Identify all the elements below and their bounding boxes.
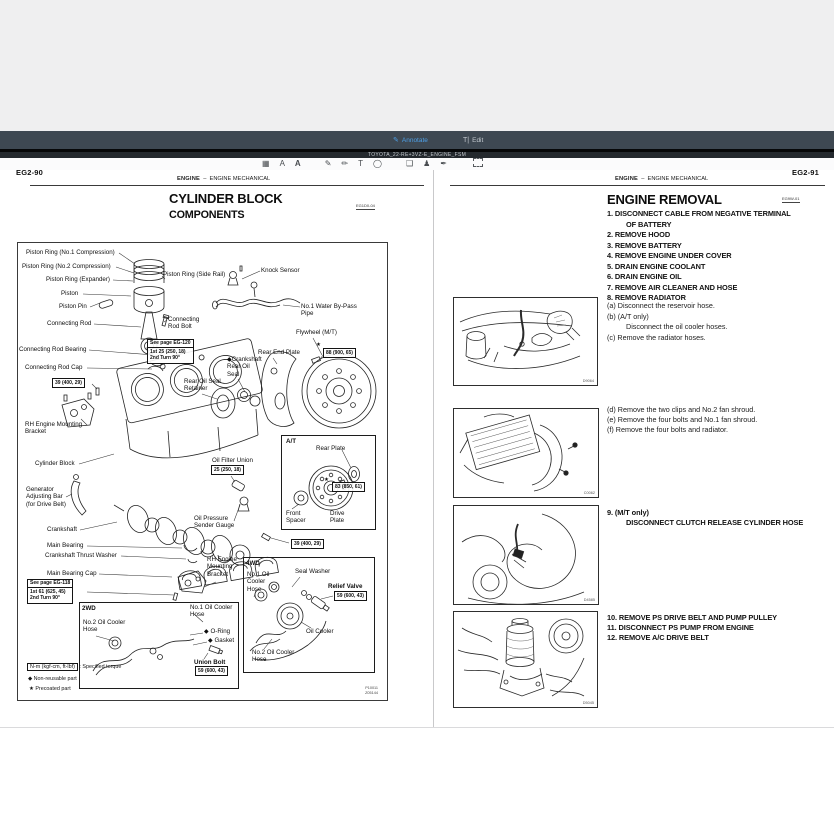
step-8d: (d) Remove the two clips and No.2 fan shroud. bbox=[607, 405, 756, 414]
step-8f: (f) Remove the four bolts and radiator. bbox=[607, 425, 729, 434]
step-8: 8. REMOVE RADIATOR bbox=[607, 293, 686, 302]
label-rear-plate: Rear Plate bbox=[316, 445, 346, 452]
label-front-spacer: Front Spacer bbox=[286, 510, 306, 525]
step-11: 11. DISCONNECT PS PUMP FROM ENGINE bbox=[607, 623, 754, 632]
page-bottom-edge bbox=[0, 727, 834, 728]
left-header-rule bbox=[30, 185, 424, 186]
label-o-ring: ◆ O-Ring bbox=[204, 628, 231, 635]
precoated-star-drive-plate: ★ bbox=[324, 477, 329, 483]
shape-tool-icon[interactable]: ◯ bbox=[372, 159, 382, 168]
step-8c: (c) Remove the radiator hoses. bbox=[607, 333, 706, 342]
label-4wd: 4WD bbox=[246, 560, 260, 567]
label-connecting-rod-bolt: Connecting Rod Bolt bbox=[168, 316, 200, 331]
label-generator-bar: Generator Adjusting Bar (for Drive Belt) bbox=[26, 486, 66, 508]
figure-radiator-hoses bbox=[453, 297, 598, 386]
left-ref-code: EG1D0-04 bbox=[356, 203, 375, 208]
page-number-left: EG2-90 bbox=[16, 168, 44, 177]
label-knock-sensor: Knock Sensor bbox=[261, 267, 300, 274]
legend-torque: N-m (kgf-cm, ft-lbf) : Specified torque bbox=[27, 664, 121, 670]
left-page-title: CYLINDER BLOCK bbox=[169, 191, 283, 206]
torque-note-eg120: See page EG-120 1st 25 (250, 18) 2nd Turn 90° bbox=[147, 339, 194, 364]
step-6: 6. DRAIN ENGINE OIL bbox=[607, 272, 682, 281]
torque-59-relief-valve: 59 (600, 43) bbox=[334, 591, 367, 601]
label-oil-filter-union: Oil Filter Union bbox=[212, 457, 253, 464]
label-main-bearing: Main Bearing bbox=[47, 542, 84, 549]
label-at: A/T bbox=[286, 438, 296, 445]
tab-annotate-label: Annotate bbox=[401, 136, 428, 144]
figure-code: D4585 bbox=[583, 598, 595, 602]
text-tool-icon[interactable]: T bbox=[358, 159, 363, 168]
precoated-star-flywheel: ★ bbox=[316, 342, 321, 348]
step-9-line-2: DISCONNECT CLUTCH RELEASE CYLINDER HOSE bbox=[626, 518, 804, 527]
right-ref-code: EG9W-01 bbox=[782, 196, 800, 201]
label-flywheel: Flywheel (M/T) bbox=[296, 329, 337, 336]
torque-83-drive-plate: 83 (850, 61) bbox=[332, 482, 365, 492]
label-rear-oil-seal-retainer: Rear Oil Seal Retainer bbox=[184, 378, 221, 393]
font-style-icon[interactable]: A bbox=[279, 159, 285, 168]
label-crankshaft: Crankshaft bbox=[47, 526, 77, 533]
label-piston-ring-side-rail: Piston Ring (Side Rail) bbox=[163, 271, 226, 278]
torque-note-eg118: See page EG-118 1st 61 (625, 45) 2nd Turn 90° bbox=[27, 579, 73, 604]
label-seal-washer: Seal Washer bbox=[295, 568, 331, 575]
comment-icon[interactable]: ❑ bbox=[405, 159, 414, 168]
label-drive-plate: Drive Plate bbox=[330, 510, 345, 525]
right-page-header: ENGINE – ENGINE MECHANICAL bbox=[615, 176, 709, 182]
label-crankshaft-thrust-washer: Crankshaft Thrust Washer bbox=[45, 552, 117, 559]
pen-icon: ✎ bbox=[393, 137, 399, 144]
step-1-line-1: 1. DISCONNECT CABLE FROM NEGATIVE TERMINAL bbox=[607, 209, 791, 218]
label-union-bolt: Union Bolt bbox=[194, 659, 226, 666]
viewer-toolbar bbox=[0, 131, 834, 149]
step-5: 5. DRAIN ENGINE COOLANT bbox=[607, 262, 706, 271]
figure-code: D9064 bbox=[582, 379, 594, 383]
step-8a: (a) Disconnect the reservoir hose. bbox=[607, 301, 715, 310]
label-no1-hose-2wd: No.1 Oil Cooler Hose bbox=[190, 604, 233, 619]
page-number-right: EG2-91 bbox=[792, 168, 820, 177]
highlighter-icon[interactable]: ✏ bbox=[341, 159, 349, 168]
label-oil-cooler: Oil Cooler bbox=[306, 628, 334, 635]
label-no2-hose-4wd: No.2 Oil Cooler Hose bbox=[252, 649, 295, 664]
figure-code: C0062 bbox=[583, 491, 595, 495]
label-relief-valve: Relief Valve bbox=[328, 583, 363, 590]
figure-ps-pump bbox=[453, 611, 598, 708]
step-8e: (e) Remove the four bolts and No.1 fan shroud. bbox=[607, 415, 758, 424]
label-no2-hose-2wd: No.2 Oil Cooler Hose bbox=[83, 619, 126, 634]
figure-fan-shroud bbox=[453, 408, 599, 498]
cylinder-block-diagram bbox=[17, 242, 388, 701]
pencil-icon[interactable]: ✎ bbox=[324, 159, 332, 168]
step-12: 12. REMOVE A/C DRIVE BELT bbox=[607, 633, 709, 642]
figure-code: D5045 bbox=[582, 701, 594, 705]
label-crankshaft-rear-oil-seal: ◆Crankshaft Rear Oil Seal bbox=[227, 356, 262, 378]
document-title: TOYOTA_22-RE+3VZ-E_ENGINE_FSM bbox=[367, 152, 467, 158]
torque-39-at: 39 (400, 29) bbox=[291, 539, 324, 549]
figure-radiator-hoses-sketch bbox=[454, 298, 597, 385]
label-no1-hose-4wd: No.1 Oil Cooler Hose bbox=[247, 571, 270, 593]
text-edit-icon: T| bbox=[463, 136, 470, 144]
right-header-rule bbox=[450, 185, 825, 186]
step-4: 4. REMOVE ENGINE UNDER COVER bbox=[607, 251, 732, 260]
tab-edit[interactable] bbox=[463, 131, 483, 149]
label-oil-pressure-sender: Oil Pressure Sender Gauge bbox=[194, 515, 235, 530]
label-piston-ring-expander: Piston Ring (Expander) bbox=[46, 276, 110, 283]
legend-precoated: ★ Precoated part bbox=[29, 686, 71, 692]
insert-image-icon[interactable]: ▦ bbox=[262, 159, 270, 168]
label-water-bypass-pipe: No.1 Water By-Pass Pipe bbox=[301, 303, 357, 318]
step-7: 7. REMOVE AIR CLEANER AND HOSE bbox=[607, 283, 738, 292]
label-rh-bracket-2: RH Engine Mounting Bracket bbox=[207, 556, 237, 578]
label-piston-ring-no2: Piston Ring (No.2 Compression) bbox=[22, 263, 111, 270]
label-cylinder-block: Cylinder Block bbox=[35, 460, 75, 467]
stamp-icon[interactable]: ♟ bbox=[423, 159, 431, 168]
page-divider bbox=[433, 170, 434, 727]
viewer-top-area bbox=[0, 0, 834, 131]
figure-ps-pump-sketch bbox=[454, 612, 597, 707]
label-2wd: 2WD bbox=[82, 605, 96, 612]
figure-fan-shroud-sketch bbox=[454, 409, 598, 497]
torque-39-rod-cap: 39 (400, 29) bbox=[52, 378, 85, 388]
label-connecting-rod: Connecting Rod bbox=[47, 320, 92, 327]
right-page-title: ENGINE REMOVAL bbox=[607, 192, 722, 207]
signature-icon[interactable]: ✒ bbox=[440, 159, 447, 168]
label-rear-end-plate: Rear End Plate bbox=[258, 349, 300, 356]
label-connecting-rod-bearing: Connecting Rod Bearing bbox=[19, 346, 87, 353]
step-2: 2. REMOVE HOOD bbox=[607, 230, 671, 239]
font-size-icon[interactable]: A bbox=[294, 159, 301, 168]
torque-88-flywheel: 88 (900, 65) bbox=[323, 348, 356, 358]
label-gasket: ◆ Gasket bbox=[208, 637, 235, 644]
step-8b: (b) (A/T only) bbox=[607, 312, 649, 321]
step-3: 3. REMOVE BATTERY bbox=[607, 241, 682, 250]
tab-annotate[interactable] bbox=[393, 131, 428, 149]
pdf-content bbox=[0, 170, 834, 834]
label-piston: Piston bbox=[61, 290, 79, 297]
select-area-icon[interactable] bbox=[473, 158, 483, 170]
step-1-line-2: OF BATTERY bbox=[626, 220, 672, 229]
label-piston-pin: Piston Pin bbox=[59, 303, 87, 310]
step-9-line-1: 9. (M/T only) bbox=[607, 508, 649, 517]
figure-clutch-hose-sketch bbox=[454, 506, 598, 604]
step-10: 10. REMOVE PS DRIVE BELT AND PUMP PULLEY bbox=[607, 613, 777, 622]
label-main-bearing-cap: Main Bearing Cap bbox=[47, 570, 97, 577]
figure-clutch-hose bbox=[453, 505, 599, 605]
legend-non-reusable: ◆ Non-reusable part bbox=[28, 676, 77, 682]
label-connecting-rod-cap: Connecting Rod Cap bbox=[25, 364, 83, 371]
left-page-header: ENGINE – ENGINE MECHANICAL bbox=[177, 176, 271, 182]
left-page-subtitle: COMPONENTS bbox=[169, 209, 245, 221]
torque-25-oil-filter-union: 25 (250, 18) bbox=[211, 465, 244, 475]
step-8b-line-2: Disconnect the oil cooler hoses. bbox=[626, 322, 728, 331]
label-piston-ring-no1: Piston Ring (No.1 Compression) bbox=[26, 249, 115, 256]
label-rh-bracket-1: RH Engine Mounting Bracket bbox=[25, 421, 83, 436]
torque-59-union-bolt: 59 (600, 43) bbox=[195, 666, 228, 676]
tab-edit-label: Edit bbox=[472, 136, 484, 144]
diagram-figure-code: P10011 Z05144 bbox=[365, 686, 378, 695]
